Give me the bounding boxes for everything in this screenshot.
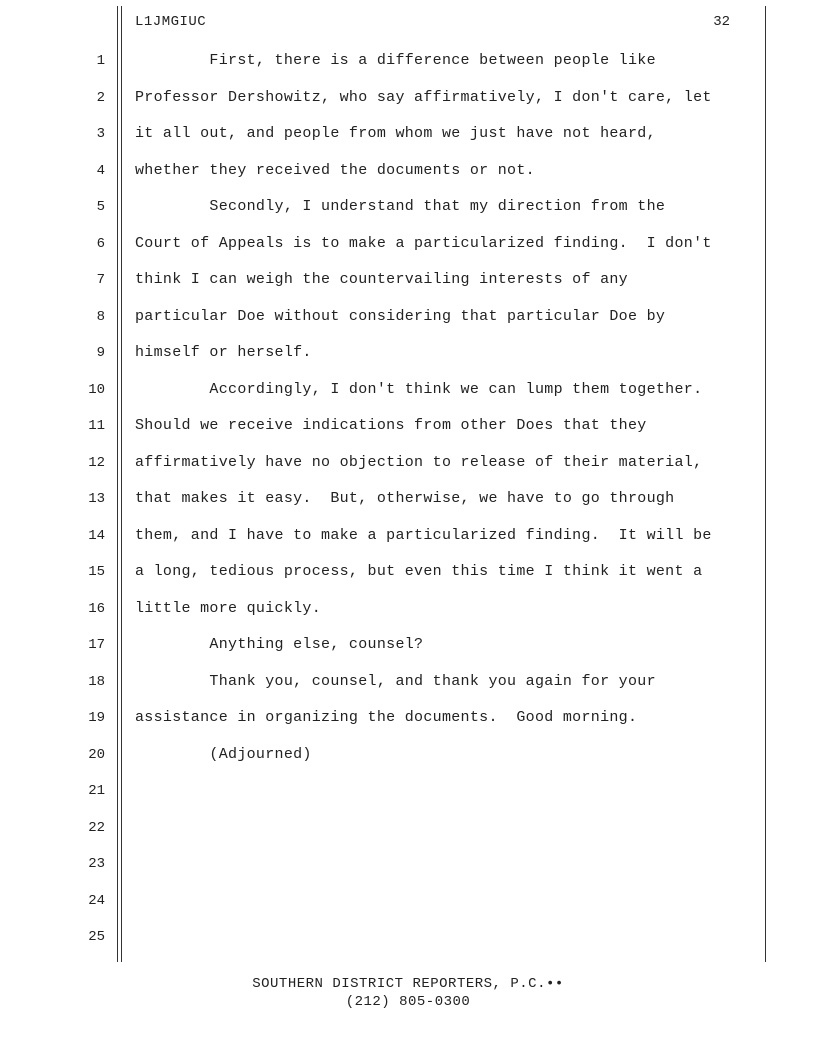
line-number: 16 xyxy=(88,600,105,617)
line-text: a long, tedious process, but even this time I think it went a xyxy=(135,563,703,580)
line-number: 21 xyxy=(88,783,105,799)
line-number: 22 xyxy=(88,819,105,836)
line-number: 1 xyxy=(96,53,105,69)
line-number: 25 xyxy=(88,929,105,945)
line-number: 11 xyxy=(88,418,105,434)
left-margin-rule-outer xyxy=(117,6,118,962)
right-margin-rule xyxy=(765,6,766,962)
line-text: whether they received the documents or not. xyxy=(135,161,535,179)
reporter-name: SOUTHERN DISTRICT REPORTERS, P.C.•• xyxy=(252,976,564,992)
line-text: them, and I have to make a particularized finding. It will be xyxy=(135,526,712,544)
line-number: 19 xyxy=(88,710,105,726)
line-text: particular Doe without considering that particular Doe by xyxy=(135,307,666,325)
line-text: assistance in organizing the documents. Good morning. xyxy=(135,709,638,726)
line-number: 24 xyxy=(88,892,105,909)
line-number: 7 xyxy=(96,272,105,288)
line-text: Professor Dershowitz, who say affirmatively, I don't care, let xyxy=(135,88,712,106)
line-text: (Adjourned) xyxy=(135,745,312,763)
line-number: 4 xyxy=(96,162,105,179)
line-text: Court of Appeals is to make a particularized finding. I don't xyxy=(135,234,712,252)
line-number: 12 xyxy=(88,454,105,471)
line-text: Should we receive indications from other Does that they xyxy=(135,417,647,434)
line-number: 14 xyxy=(88,527,105,544)
line-number: 18 xyxy=(88,673,105,690)
line-text: Accordingly, I don't think we can lump them together. xyxy=(135,380,703,398)
case-code: L1JMGIUC xyxy=(135,14,207,30)
line-number: 23 xyxy=(88,856,105,872)
line-text: that makes it easy. But, otherwise, we have to go through xyxy=(135,490,675,507)
line-text: little more quickly. xyxy=(135,599,322,617)
line-number: 5 xyxy=(96,199,105,215)
line-text: Anything else, counsel? xyxy=(135,636,424,653)
left-margin-rule-inner xyxy=(121,6,122,962)
line-number: 8 xyxy=(96,308,105,325)
line-number: 2 xyxy=(96,89,105,106)
line-number: 15 xyxy=(88,564,105,580)
line-text: First, there is a difference between people like xyxy=(135,52,656,69)
line-number: 10 xyxy=(88,381,105,398)
reporter-phone: (212) 805-0300 xyxy=(345,994,471,1010)
line-number: 13 xyxy=(88,491,105,507)
line-text: himself or herself. xyxy=(135,344,312,361)
page-number: 32 xyxy=(713,14,730,30)
line-text: Thank you, counsel, and thank you again for your xyxy=(135,672,656,690)
line-number: 20 xyxy=(88,746,105,763)
line-text: affirmatively have no objection to release of their material, xyxy=(135,453,703,471)
line-number: 6 xyxy=(96,235,105,252)
line-number: 17 xyxy=(88,637,105,653)
line-number: 9 xyxy=(96,345,105,361)
line-text: Secondly, I understand that my direction from the xyxy=(135,198,666,215)
line-number: 3 xyxy=(96,126,105,142)
line-text: think I can weigh the countervailing interests of any xyxy=(135,271,628,288)
line-text: it all out, and people from whom we just have not heard, xyxy=(135,125,656,142)
